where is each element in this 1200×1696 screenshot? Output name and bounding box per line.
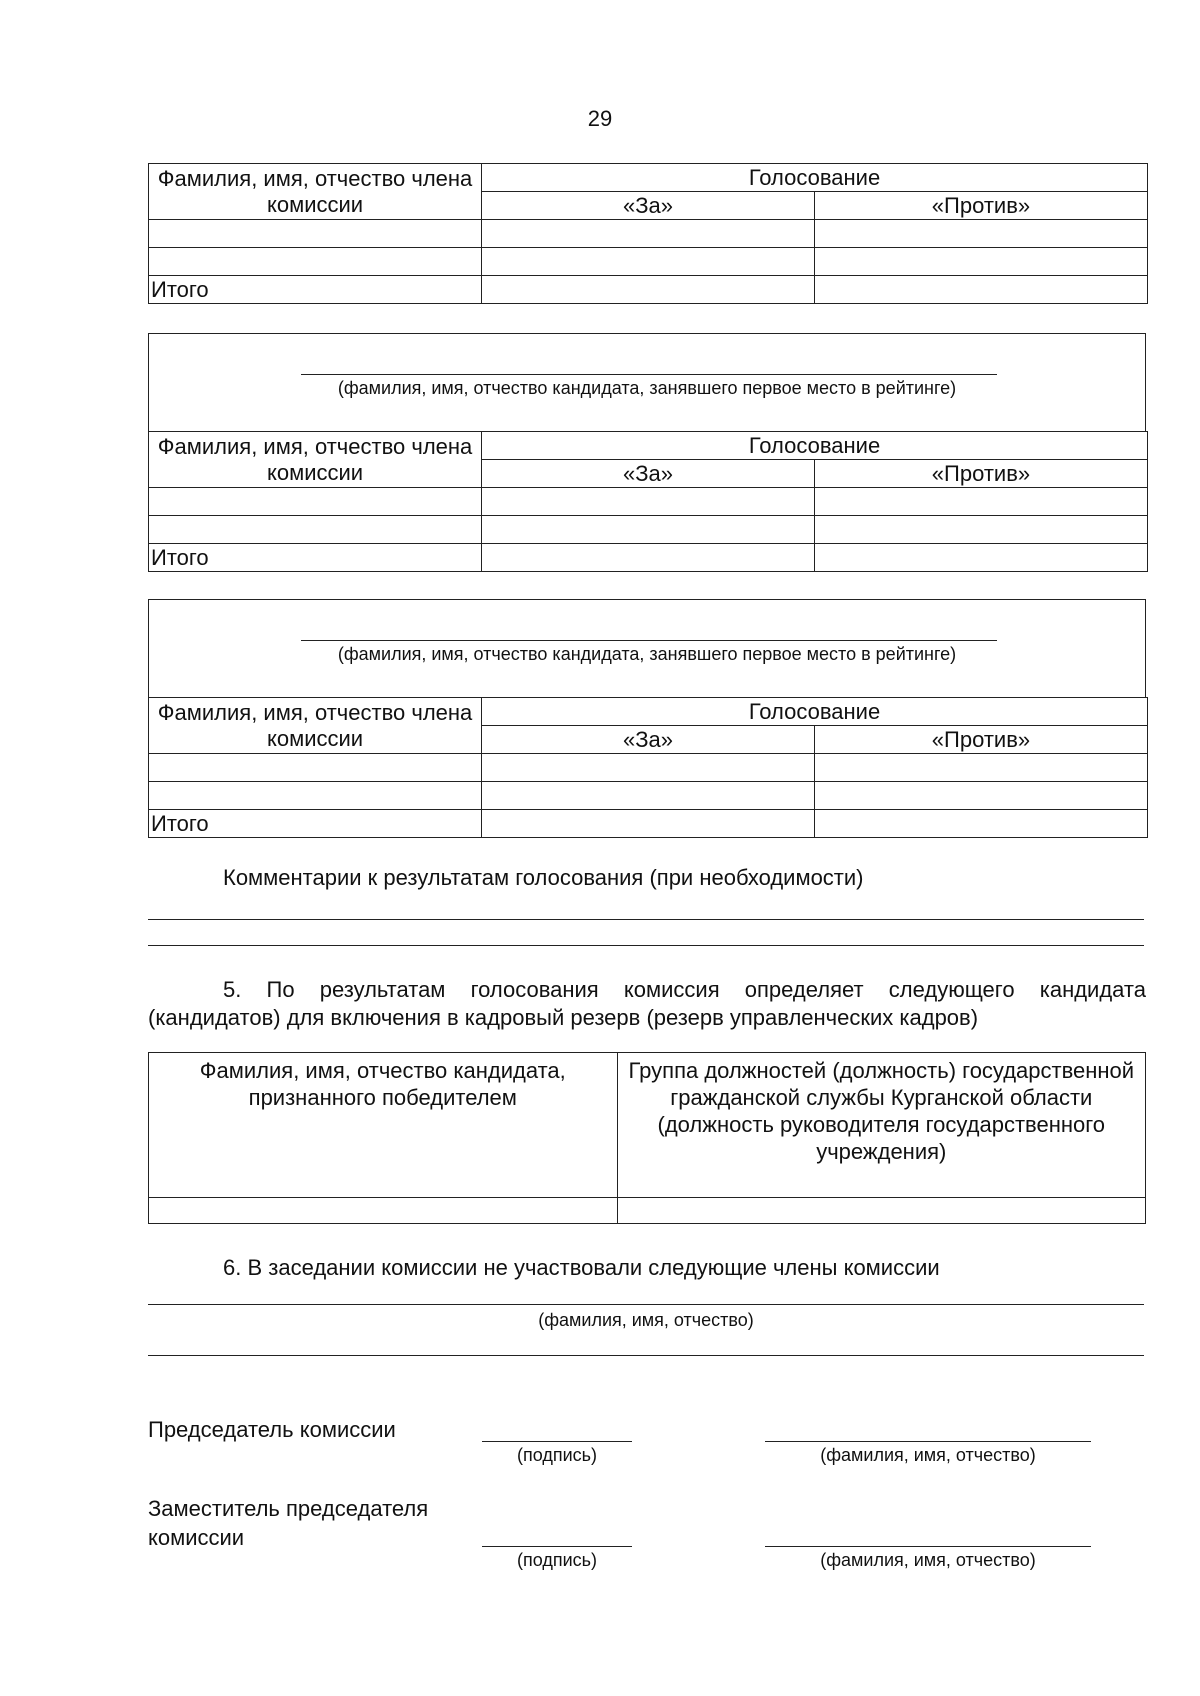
signature-caption: (подпись)	[516, 1445, 598, 1465]
table-row	[149, 248, 1148, 276]
comments-line	[148, 945, 1144, 946]
header-member-name: Фамилия, имя, отчество члена комиссии	[149, 432, 482, 488]
header-against: «Против»	[814, 726, 1147, 754]
table-row	[149, 754, 1148, 782]
signature-line	[482, 1441, 632, 1442]
comments-label: Комментарии к результатам голосования (при необходимости)	[223, 865, 864, 890]
header-winner-name: Фамилия, имя, отчество кандидата, признанного победителем	[149, 1053, 618, 1198]
candidate-box-2	[148, 333, 1146, 431]
section6-text: 6. В заседании комиссии не участвовали следующие члены комиссии	[223, 1255, 940, 1280]
header-for: «За»	[482, 726, 815, 754]
vote-table-1	[148, 163, 1148, 304]
header-member-name: Фамилия, имя, отчество члена комиссии	[149, 698, 482, 754]
header-voting: Голосование	[482, 698, 1148, 726]
vote-table-3	[148, 697, 1148, 838]
deputy-label: Заместитель председателя комиссии	[148, 1496, 429, 1550]
absent-members-line	[148, 1355, 1144, 1356]
name-line	[765, 1441, 1091, 1442]
signature-caption: (подпись)	[516, 1550, 598, 1570]
header-voting: Голосование	[482, 432, 1148, 460]
table-row	[149, 782, 1148, 810]
section5-text: 5. По результатам голосования комиссия определяет следующего кандидата (кандидатов) для включения в кадровый резерв (резерв управленческих кадров)	[148, 977, 1146, 1030]
winners-table	[148, 1052, 1146, 1224]
candidate-caption: (фамилия, имя, отчество кандидата, занявшего первое место в рейтинге)	[337, 378, 957, 398]
candidate-box-3	[148, 599, 1146, 697]
candidate-name-line	[301, 640, 997, 641]
header-member-name: Фамилия, имя, отчество члена комиссии	[149, 164, 482, 220]
table-row	[149, 488, 1148, 516]
header-voting: Голосование	[482, 164, 1148, 192]
table-row	[149, 220, 1148, 248]
name-caption: (фамилия, имя, отчество)	[820, 1445, 1036, 1465]
candidate-caption: (фамилия, имя, отчество кандидата, занявшего первое место в рейтинге)	[337, 644, 957, 664]
signature-line	[482, 1546, 632, 1547]
absent-members-caption: (фамилия, имя, отчество)	[538, 1310, 754, 1330]
table-row	[149, 1198, 1146, 1224]
header-position-group: Группа должностей (должность) государственной гражданской службы Курганской области (должность руководителя государственного учреждения)	[617, 1053, 1145, 1198]
page-number: 29	[587, 106, 613, 131]
chairman-label: Председатель комиссии	[148, 1417, 396, 1442]
comments-line	[148, 919, 1144, 920]
absent-members-line	[148, 1304, 1144, 1305]
total-label: Итого	[149, 810, 482, 838]
header-against: «Против»	[814, 192, 1147, 220]
header-against: «Против»	[814, 460, 1147, 488]
name-caption: (фамилия, имя, отчество)	[820, 1550, 1036, 1570]
vote-table-2	[148, 431, 1148, 572]
total-label: Итого	[149, 544, 482, 572]
header-for: «За»	[482, 192, 815, 220]
header-for: «За»	[482, 460, 815, 488]
name-line	[765, 1546, 1091, 1547]
total-label: Итого	[149, 276, 482, 304]
table-row	[149, 516, 1148, 544]
candidate-name-line	[301, 374, 997, 375]
